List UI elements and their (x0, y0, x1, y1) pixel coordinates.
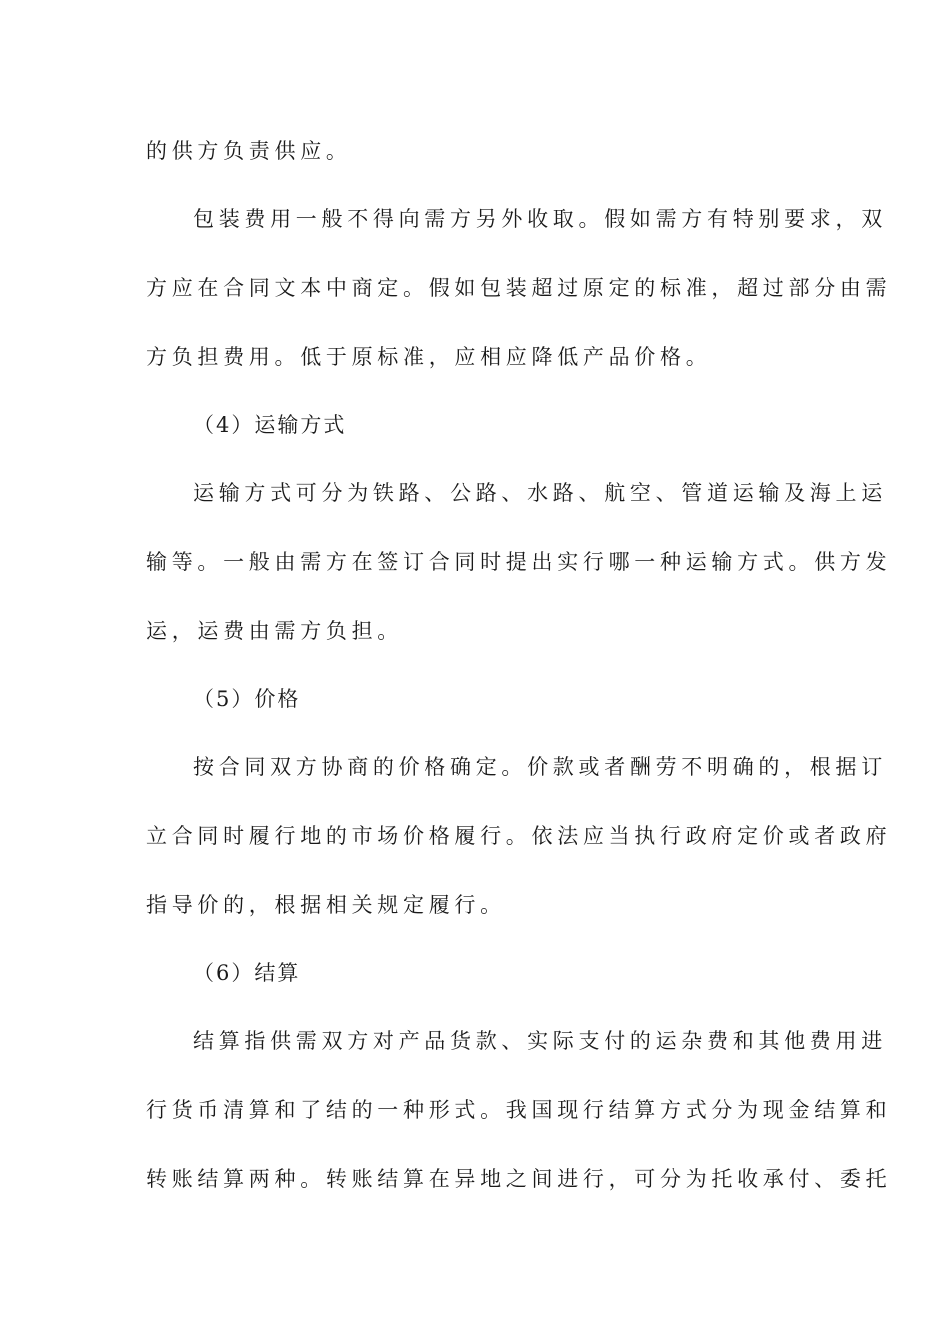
text-line: 立合同时履行地的市场价格履行。依法应当执行政府定价或者政府 (146, 824, 892, 848)
text-line: 包装费用一般不得向需方另外收取。假如需方有特别要求，双 (193, 207, 887, 231)
text-line: 输等。一般由需方在签订合同时提出实行哪一种运输方式。供方发 (146, 550, 892, 574)
text-line: 转账结算两种。转账结算在异地之间进行，可分为托收承付、委托 (146, 1167, 892, 1191)
section-heading: （6）结算 (193, 961, 301, 985)
text-line: 运输方式可分为铁路、公路、水路、航空、管道运输及海上运 (193, 481, 887, 505)
text-line: 指导价的，根据相关规定履行。 (146, 893, 506, 917)
text-line: 方负担费用。低于原标准，应相应降低产品价格。 (146, 345, 712, 369)
section-heading: （4）运输方式 (193, 413, 347, 437)
text-line: 行货币清算和了结的一种形式。我国现行结算方式分为现金结算和 (146, 1098, 892, 1122)
section-heading: （5）价格 (193, 687, 301, 711)
text-line: 方应在合同文本中商定。假如包装超过原定的标准，超过部分由需 (146, 276, 892, 300)
text-line: 运，运费由需方负担。 (146, 619, 403, 643)
text-line: 结算指供需双方对产品货款、实际支付的运杂费和其他费用进 (193, 1029, 887, 1053)
text-line: 的供方负责供应。 (146, 139, 352, 163)
text-line: 按合同双方协商的价格确定。价款或者酬劳不明确的，根据订 (193, 755, 887, 779)
